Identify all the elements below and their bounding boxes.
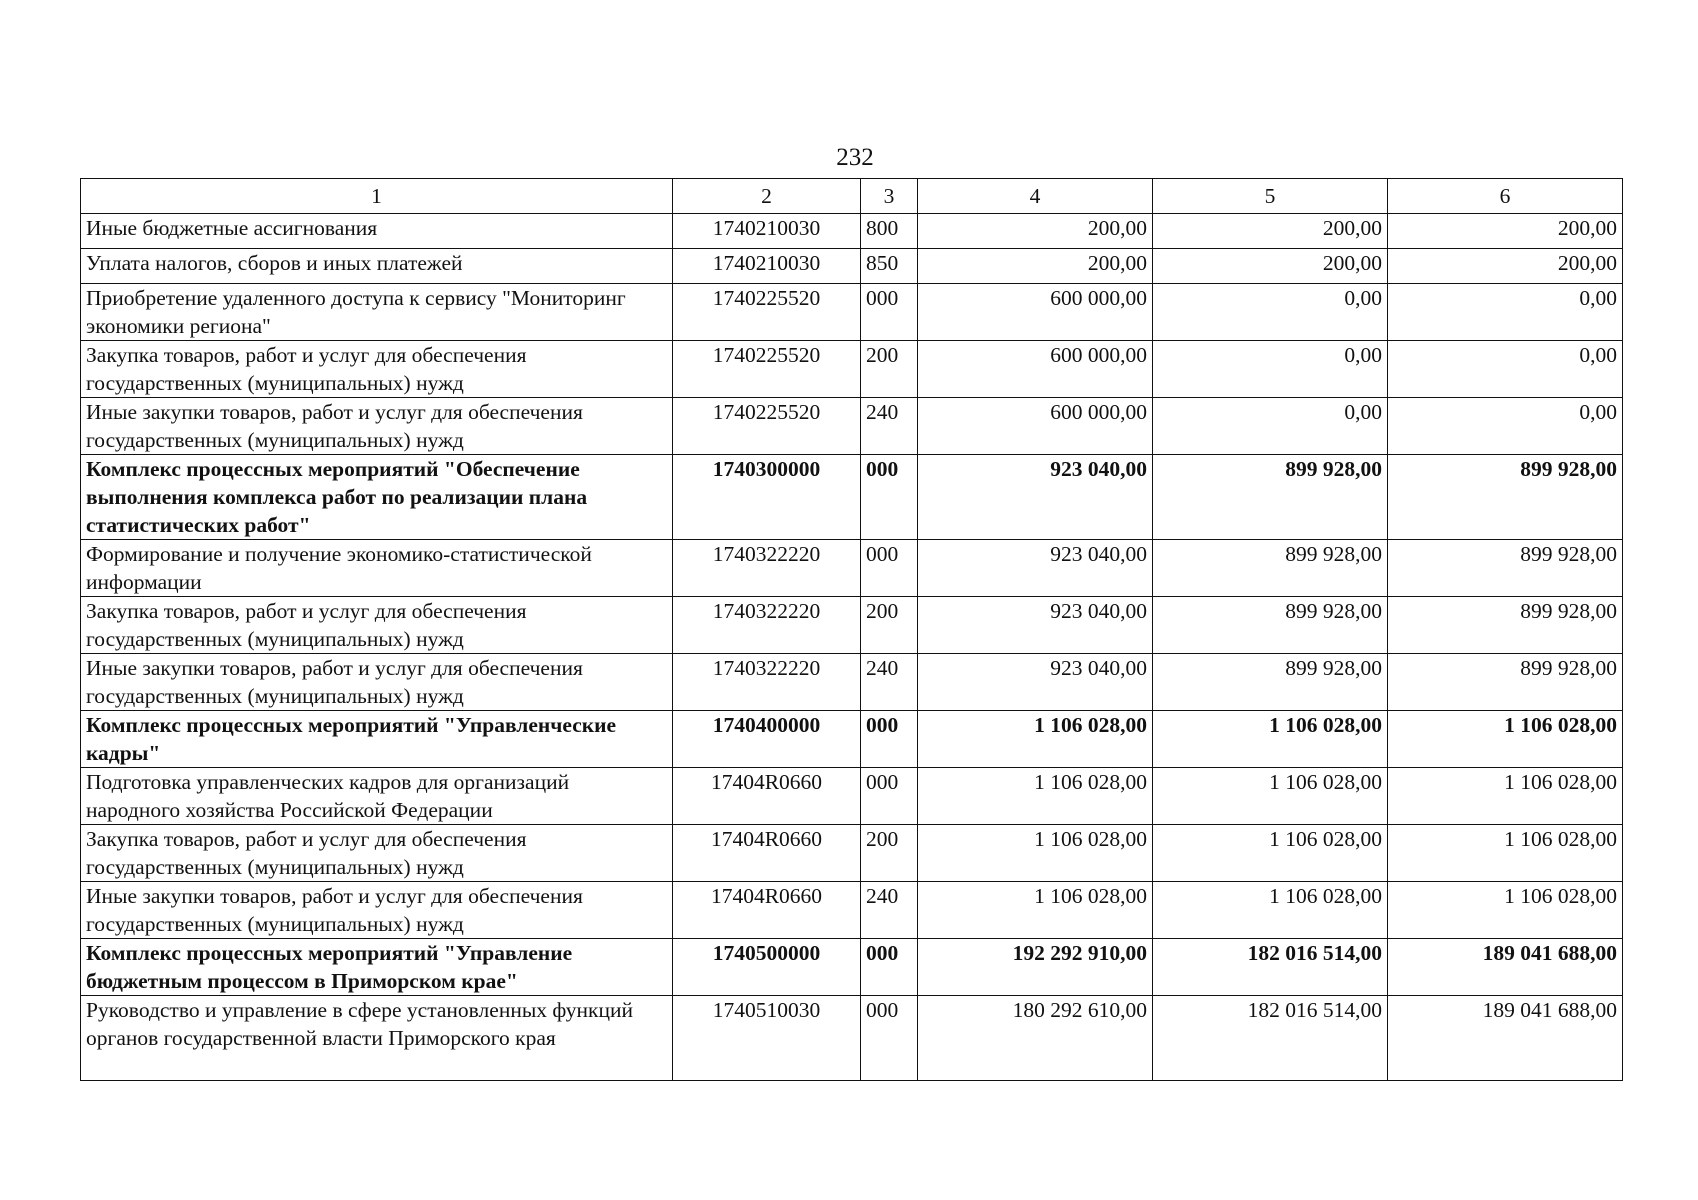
table-row [81,882,1623,939]
row-expense-type-cell: 850 [861,249,918,284]
table-row [81,711,1623,768]
row-name-cell: Приобретение удаленного доступа к сервису "Мониторинг экономики региона" [81,284,673,341]
row-name-cell: Руководство и управление в сфере установленных функций органов государственной власти Приморского края [81,996,673,1081]
row-amount-col5-cell: 899 928,00 [1153,540,1388,597]
row-amount-col5-cell: 899 928,00 [1153,455,1388,540]
row-amount-col4-cell: 1 106 028,00 [918,768,1153,825]
header-cell-1: 1 [81,179,673,214]
row-name-cell: Иные бюджетные ассигнования [81,214,673,249]
row-name-cell: Закупка товаров, работ и услуг для обеспечения государственных (муниципальных) нужд [81,597,673,654]
row-code-cell: 1740300000 [673,455,861,540]
row-expense-type-cell: 800 [861,214,918,249]
row-amount-col4-cell: 180 292 610,00 [918,996,1153,1081]
row-amount-col6-cell: 899 928,00 [1388,597,1623,654]
row-code-cell: 1740322220 [673,540,861,597]
row-amount-col5-cell: 899 928,00 [1153,597,1388,654]
table-row [81,455,1623,540]
row-expense-type-cell: 000 [861,455,918,540]
row-amount-col4-cell: 200,00 [918,249,1153,284]
row-code-cell: 1740500000 [673,939,861,996]
row-expense-type-cell: 000 [861,284,918,341]
row-amount-col6-cell: 1 106 028,00 [1388,711,1623,768]
row-amount-col5-cell: 182 016 514,00 [1153,996,1388,1081]
header-cell-2: 2 [673,179,861,214]
row-amount-col6-cell: 189 041 688,00 [1388,939,1623,996]
header-cell-4: 4 [918,179,1153,214]
row-amount-col6-cell: 1 106 028,00 [1388,882,1623,939]
row-code-cell: 1740322220 [673,597,861,654]
table-row [81,996,1623,1081]
table-row [81,398,1623,455]
row-name-cell: Комплекс процессных мероприятий "Управленческие кадры" [81,711,673,768]
row-code-cell: 1740225520 [673,341,861,398]
row-amount-col4-cell: 192 292 910,00 [918,939,1153,996]
row-amount-col6-cell: 0,00 [1388,284,1623,341]
header-cell-3: 3 [861,179,918,214]
row-amount-col4-cell: 200,00 [918,214,1153,249]
row-expense-type-cell: 000 [861,939,918,996]
table-row [81,540,1623,597]
table-row [81,825,1623,882]
row-amount-col4-cell: 1 106 028,00 [918,882,1153,939]
row-amount-col4-cell: 1 106 028,00 [918,825,1153,882]
row-amount-col6-cell: 189 041 688,00 [1388,996,1623,1081]
row-amount-col6-cell: 200,00 [1388,249,1623,284]
row-amount-col6-cell: 0,00 [1388,341,1623,398]
row-amount-col5-cell: 1 106 028,00 [1153,711,1388,768]
row-code-cell: 17404R0660 [673,768,861,825]
row-code-cell: 17404R0660 [673,882,861,939]
table-row [81,214,1623,249]
row-name-cell: Закупка товаров, работ и услуг для обеспечения государственных (муниципальных) нужд [81,825,673,882]
row-amount-col6-cell: 899 928,00 [1388,455,1623,540]
table-row [81,249,1623,284]
header-cell-5: 5 [1153,179,1388,214]
row-code-cell: 1740210030 [673,249,861,284]
row-expense-type-cell: 200 [861,341,918,398]
row-amount-col6-cell: 899 928,00 [1388,540,1623,597]
row-expense-type-cell: 000 [861,996,918,1081]
row-code-cell: 17404R0660 [673,825,861,882]
row-name-cell: Уплата налогов, сборов и иных платежей [81,249,673,284]
row-expense-type-cell: 240 [861,398,918,455]
row-code-cell: 1740400000 [673,711,861,768]
table-row [81,768,1623,825]
row-amount-col4-cell: 600 000,00 [918,284,1153,341]
row-amount-col5-cell: 1 106 028,00 [1153,768,1388,825]
row-amount-col6-cell: 899 928,00 [1388,654,1623,711]
row-name-cell: Комплекс процессных мероприятий "Обеспечение выполнения комплекса работ по реализации плана статистических работ" [81,455,673,540]
row-name-cell: Иные закупки товаров, работ и услуг для обеспечения государственных (муниципальных) нужд [81,654,673,711]
row-amount-col4-cell: 600 000,00 [918,398,1153,455]
row-expense-type-cell: 000 [861,768,918,825]
row-amount-col4-cell: 923 040,00 [918,654,1153,711]
row-name-cell: Закупка товаров, работ и услуг для обеспечения государственных (муниципальных) нужд [81,341,673,398]
row-amount-col4-cell: 1 106 028,00 [918,711,1153,768]
row-amount-col5-cell: 0,00 [1153,398,1388,455]
row-expense-type-cell: 200 [861,825,918,882]
row-amount-col5-cell: 182 016 514,00 [1153,939,1388,996]
row-amount-col6-cell: 200,00 [1388,214,1623,249]
row-code-cell: 1740225520 [673,398,861,455]
budget-table [80,178,1623,1081]
row-amount-col4-cell: 923 040,00 [918,540,1153,597]
row-amount-col6-cell: 0,00 [1388,398,1623,455]
row-amount-col5-cell: 0,00 [1153,341,1388,398]
row-expense-type-cell: 000 [861,540,918,597]
row-expense-type-cell: 200 [861,597,918,654]
table-row [81,284,1623,341]
table-header-row [81,179,1623,214]
row-amount-col4-cell: 923 040,00 [918,597,1153,654]
row-amount-col5-cell: 1 106 028,00 [1153,825,1388,882]
row-amount-col5-cell: 899 928,00 [1153,654,1388,711]
row-name-cell: Комплекс процессных мероприятий "Управление бюджетным процессом в Приморском крае" [81,939,673,996]
row-expense-type-cell: 240 [861,654,918,711]
header-cell-6: 6 [1388,179,1623,214]
row-code-cell: 1740210030 [673,214,861,249]
row-expense-type-cell: 240 [861,882,918,939]
table-row [81,939,1623,996]
row-amount-col5-cell: 200,00 [1153,249,1388,284]
row-name-cell: Подготовка управленческих кадров для организаций народного хозяйства Российской Федерации [81,768,673,825]
row-name-cell: Иные закупки товаров, работ и услуг для обеспечения государственных (муниципальных) нужд [81,882,673,939]
row-amount-col6-cell: 1 106 028,00 [1388,768,1623,825]
row-amount-col4-cell: 923 040,00 [918,455,1153,540]
row-expense-type-cell: 000 [861,711,918,768]
table-row [81,341,1623,398]
table-row [81,654,1623,711]
row-code-cell: 1740225520 [673,284,861,341]
row-code-cell: 1740322220 [673,654,861,711]
row-amount-col5-cell: 200,00 [1153,214,1388,249]
row-amount-col5-cell: 0,00 [1153,284,1388,341]
row-amount-col4-cell: 600 000,00 [918,341,1153,398]
row-amount-col5-cell: 1 106 028,00 [1153,882,1388,939]
page-number: 232 [836,144,874,171]
row-name-cell: Иные закупки товаров, работ и услуг для обеспечения государственных (муниципальных) нужд [81,398,673,455]
row-name-cell: Формирование и получение экономико-статистической информации [81,540,673,597]
table-row [81,597,1623,654]
row-code-cell: 1740510030 [673,996,861,1081]
row-amount-col6-cell: 1 106 028,00 [1388,825,1623,882]
